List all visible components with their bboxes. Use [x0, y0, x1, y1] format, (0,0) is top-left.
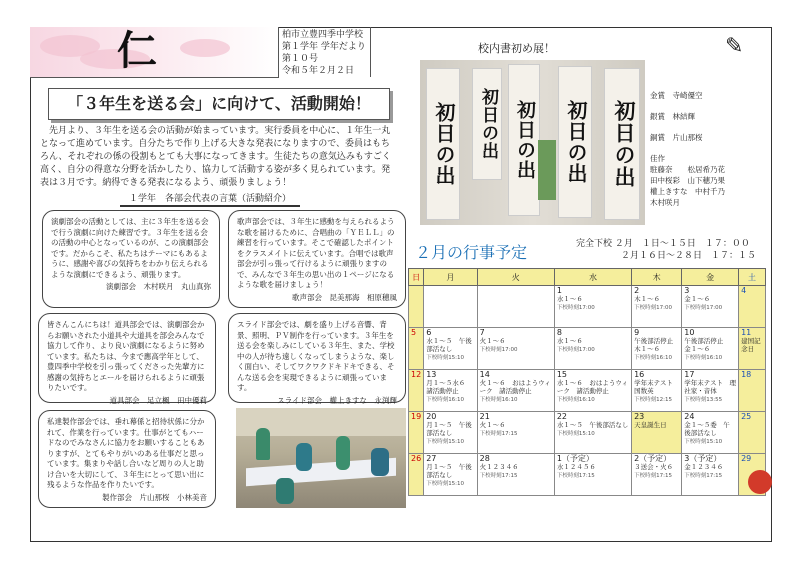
award-silver: 銀賞 林結輝 [650, 112, 695, 121]
day-event: 火１～６ [479, 337, 506, 345]
calendar-week [409, 370, 766, 412]
message-signature: スライド部会 權上きすな 永渕輝 [277, 395, 397, 405]
calendar-day [632, 286, 682, 328]
dismissal-time: 下校時刻12:15 [634, 397, 672, 403]
day-event: 午後部活停止 木１～６ [634, 337, 680, 353]
day-event: 水１～５ 午後部活なし [426, 337, 472, 353]
dismissal-time: 下校時刻16:10 [556, 397, 595, 403]
day-number: 25 [741, 412, 752, 421]
award-honorable: 田中桜彩 山下穂乃果 [650, 176, 725, 185]
dismissal-period-1: ２月 １日～１５日 １７：００ [614, 239, 750, 249]
message-box-chorus [228, 210, 406, 308]
weekday-header: 火 [477, 269, 554, 286]
calendar-day [409, 454, 424, 496]
school-name: 柏市立豊四季中学校 [282, 30, 364, 40]
award-honorable-label: 佳作 [650, 154, 665, 163]
weekday-header: 木 [632, 269, 682, 286]
dismissal-time: 下校時刻13:55 [684, 397, 723, 403]
issue-date: 令和５年２月２日 [282, 66, 355, 76]
award-bronze: 銅賞 片山那桜 [650, 133, 703, 142]
message-text: 皆さんこんにちは！道具部会では、演劇部会からお願いされた小道具や大道具を部会みんなで協力して作り、より良い演劇になるように努めています。私たちは、今まで應高学年として、豊四季中学校を引っ張ってくださった先輩方に感謝の気持ちとエールを届けられるように頑張りたいです。 [47, 320, 205, 392]
calendar-day [409, 412, 424, 454]
calendar-day [424, 286, 477, 328]
calendar-day [409, 370, 424, 412]
day-event: 火１２３４６ [479, 463, 519, 471]
day-number: 3 [684, 286, 690, 295]
day-number: 17 [684, 370, 695, 379]
dismissal-time: 下校時刻17:00 [556, 347, 595, 353]
day-number: 29 [741, 454, 752, 463]
day-number: 9 [634, 328, 640, 337]
day-number: 4 [741, 286, 747, 295]
day-event: 水１～６ おはようウィーク 諸活動停止 [556, 379, 628, 395]
message-text: 私達製作部会では、垂れ幕係と招待状係に分かれて、作業を行っています。仕事がとてもハードなのでみなさんに協力をお願いすることもありますが、とてもやりがいのある仕事だと思っています。集まりや話し合いなど周りの人と助け合いを大切にして、３年生にとって思い出に残るような作品を作りたいです。 [47, 417, 205, 489]
calligraphy-scroll: 初日の出 [426, 68, 460, 220]
day-event: 水１～５ 午後部活なし [556, 421, 629, 429]
calligraphy-heading: 校内書初め展！ [478, 42, 555, 55]
calendar-day [632, 412, 682, 454]
calendar-day [424, 454, 477, 496]
day-event: 天皇誕生日 [634, 421, 667, 429]
dismissal-time: 下校時刻17:00 [684, 305, 723, 311]
calendar-week [409, 412, 766, 454]
message-signature: 歌声部会 昆美那海 相原穂風 [292, 292, 397, 302]
award-honorable: 權上きすな 中村千乃 [650, 187, 725, 196]
dismissal-time: 下校時刻15:10 [426, 439, 465, 445]
dismissal-time: 下校時刻15:10 [426, 481, 465, 487]
weekday-header: 月 [424, 269, 477, 286]
calendar-day [682, 412, 739, 454]
weekday-header: 土 [739, 269, 766, 286]
day-number: 28 [479, 454, 490, 463]
award-honorable: 木村咲月 [650, 198, 680, 207]
header-divider [370, 27, 371, 77]
dismissal-time: 下校時刻15:10 [684, 439, 723, 445]
day-number: 15 [556, 370, 568, 379]
day-number: 20 [426, 412, 437, 421]
dismissal-time: 下校時刻17:00 [556, 305, 595, 311]
calendar-day [682, 370, 739, 412]
calendar-day [477, 412, 554, 454]
calendar-day [409, 286, 424, 328]
calendar-day [554, 328, 631, 370]
day-number: 7 [479, 328, 485, 337]
day-event: 月１～５水６ 諸活動停止 [426, 379, 472, 395]
awards-list [650, 90, 725, 208]
header-info [282, 29, 366, 77]
day-number: 6 [426, 328, 432, 337]
dismissal-period-2: ２月１６日～２８日 １７：１５ [621, 251, 757, 261]
calendar-title: ２月の行事予定 [415, 243, 528, 262]
day-number: 1（予定） [556, 454, 594, 463]
calendar-week [409, 454, 766, 496]
day-event: 火１～６ おはようウィーク 諸活動停止 [479, 379, 551, 395]
calendar-day [424, 412, 477, 454]
dismissal-times [576, 238, 756, 262]
intro-text: 先月より、３年生を送る会の活動が始まっています。実行委員を中心に、１年生一丸となって進めています。自分たちで作り上げる大きな発表になりますので、委員はもちろん、それぞれの係の役割もとても大事になってきます。生徒たちの意気込みもすごく高く、自分の得意な分野を活かしたり、協力して活動する姿が多く見られています。発表は３月です。納得できる発表になるよう、頑張りましょう！ [40, 126, 391, 188]
dismissal-time: 下校時刻16:10 [684, 355, 723, 361]
day-event: 月１～５ 午後部活なし [426, 421, 472, 437]
students-working-photo [236, 408, 406, 508]
calendar-day [477, 328, 554, 370]
poster-image [538, 140, 556, 200]
oni-mascot-icon [748, 470, 772, 494]
day-event: 水１～６ [556, 295, 583, 303]
dismissal-time: 下校時刻16:10 [479, 397, 518, 403]
student-studying-icon: ✎ [725, 34, 744, 59]
newsletter-name: 第１学年 学年だより [282, 42, 366, 52]
day-event: ３送会・火６ [634, 463, 674, 471]
weekday-header: 金 [682, 269, 739, 286]
day-event: 金１～６ [684, 295, 711, 303]
calligraphy-scroll: 初日の出 [558, 66, 592, 218]
dismissal-label: 完全下校 [576, 239, 613, 249]
calendar-day [682, 286, 739, 328]
day-number: 2（予定） [634, 454, 672, 463]
day-event: 木１～６ [634, 295, 661, 303]
calendar-day [632, 328, 682, 370]
calendar-day [424, 328, 477, 370]
day-number: 24 [684, 412, 695, 421]
calendar-day [477, 370, 554, 412]
day-event: 金１～５委 午後部活なし [684, 421, 730, 437]
day-number: 26 [411, 454, 422, 463]
message-text: 歌声部会では、３年生に感動を与えられるような歌を届けるために、合唱曲の「ＹＥＬＬ」の練習を行っています。そこで確認したポイントをクラスメイトに伝えています。合唱では歌声部会が引っ張って行けるように頑張りますので、みんなで３年生の思い出の１ページになるような歌を届けましょう！ [237, 217, 395, 289]
message-signature: 製作部会 片山那桜 小林美音 [102, 492, 207, 502]
headline: 「３年生を送る会」に向けて、活動開始！ [48, 88, 390, 120]
calligraphy-scroll: 初日の出 [508, 64, 540, 216]
day-number: 8 [556, 328, 562, 337]
day-number: 11 [741, 328, 752, 337]
day-event: 建国記念日 [741, 337, 761, 353]
message-signature: 演劇部会 木村咲月 丸山真弥 [106, 282, 211, 291]
day-number: 21 [479, 412, 490, 421]
calligraphy-scroll: 初日の出 [472, 68, 502, 180]
calendar-day [739, 286, 766, 328]
calendar-day [554, 412, 631, 454]
weekday-header: 水 [554, 269, 631, 286]
calendar-day [682, 454, 739, 496]
day-event: 学年末テスト 国数英 [634, 379, 680, 395]
day-number: 16 [634, 370, 645, 379]
calendar-day [554, 454, 631, 496]
award-gold: 金賞 寺崎優空 [650, 91, 703, 100]
dismissal-time: 下校時刻17:15 [556, 473, 595, 479]
message-box-production [38, 410, 216, 508]
day-event: 学年末テスト 理社家・音体 [684, 379, 736, 395]
calendar-day [682, 328, 739, 370]
message-signature: 道具部会 足立楓 田中優莉 [109, 395, 207, 405]
day-number: 18 [741, 370, 752, 379]
weekday-header: 日 [409, 269, 424, 286]
dismissal-time: 下校時刻17:15 [479, 431, 518, 437]
calendar-day [477, 286, 554, 328]
calendar-day [739, 328, 766, 370]
day-event: 金１２３４６ [684, 463, 724, 471]
calendar-day [632, 370, 682, 412]
day-event: 火１～６ [479, 421, 506, 429]
calendar-day [632, 454, 682, 496]
calendar-day [554, 286, 631, 328]
message-box-slide [228, 313, 406, 403]
dismissal-time: 下校時刻17:15 [479, 473, 518, 479]
dismissal-time: 下校時刻16:10 [426, 397, 465, 403]
calligraphy-scroll: 初日の出 [604, 68, 640, 220]
day-event: 午後部活停止 金１～６ [684, 337, 730, 353]
day-number: 2 [634, 286, 640, 295]
day-event: 水１～６ [556, 337, 583, 345]
message-text: 演劇部会の活動としては、主に３年生を送る会で行う演劇に向けた練習です。３年生を送る会の活動の中心となっているのが、この演劇部会です。だからこそ、私たちはテーマにもあるように、感謝や喜びの気持ちをわかり伝えられるような演劇にできるよう、頑張ります。 [51, 217, 209, 279]
message-text: スライド部会では、劇を盛り上げる音響、背景、照明、ＰＶ制作を行っています。３年生を送る会を楽しみにしている３年生、また、学校中の人が待ち遠しくなってしまうような、楽しく面白い、そしてワクワクドキドキできる、そんな送る会を実現できるように頑張っています。 [237, 320, 395, 392]
day-event: 水１２４５６ [556, 463, 596, 471]
dismissal-time: 下校時刻17:00 [479, 347, 518, 353]
calendar-day [424, 370, 477, 412]
calendar-day [739, 370, 766, 412]
day-number: 22 [556, 412, 568, 421]
dismissal-time: 下校時刻17:15 [634, 473, 672, 479]
dismissal-time: 下校時刻17:15 [684, 473, 723, 479]
calligraphy-exhibit-photo [420, 60, 645, 225]
title-kanji: 仁 [117, 27, 157, 74]
day-number: 10 [684, 328, 695, 337]
day-number: 3（予定） [684, 454, 722, 463]
award-honorable: 駐藤奈 松居希乃花 [650, 165, 725, 174]
message-box-props [38, 313, 216, 403]
calendar-week [409, 286, 766, 328]
day-number: 27 [426, 454, 437, 463]
event-calendar [408, 268, 766, 496]
day-event: 月１～５ 午後部活なし [426, 463, 472, 479]
calendar-day [409, 328, 424, 370]
day-number: 14 [479, 370, 490, 379]
dismissal-time: 下校時刻15:10 [426, 355, 465, 361]
dismissal-time: 下校時刻16:10 [634, 355, 672, 361]
day-number: 5 [411, 328, 417, 337]
message-box-drama [42, 210, 220, 308]
calendar-day [739, 412, 766, 454]
calendar-day [477, 454, 554, 496]
calendar-day [554, 370, 631, 412]
day-number: 23 [634, 412, 645, 421]
dismissal-time: 下校時刻17:00 [634, 305, 672, 311]
issue-number: 第１０号 [282, 54, 319, 64]
day-number: 1 [556, 286, 562, 295]
day-number: 13 [426, 370, 437, 379]
section-title: １学年 各部会代表の言葉（活動紹介） [120, 193, 300, 207]
day-number: 19 [411, 412, 422, 421]
dismissal-time: 下校時刻15:10 [556, 431, 595, 437]
day-number: 12 [411, 370, 422, 379]
calendar-week [409, 328, 766, 370]
